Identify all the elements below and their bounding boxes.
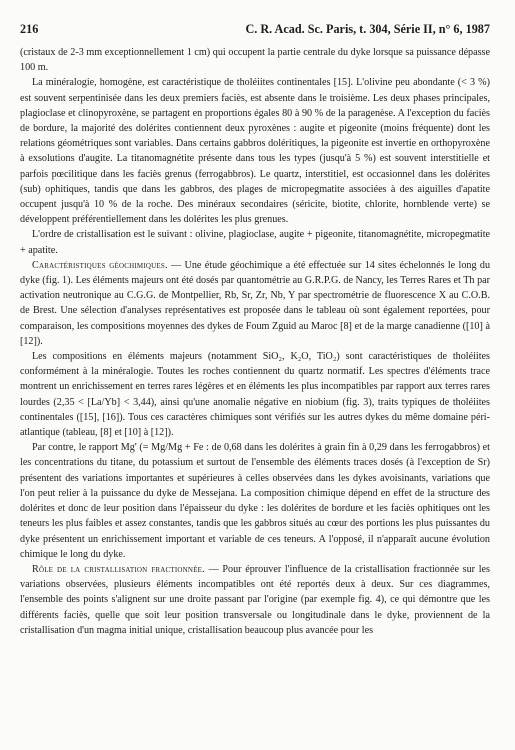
running-title: C. R. Acad. Sc. Paris, t. 304, Série II, n° 6, 1987 xyxy=(245,22,490,36)
paragraph-text: — Une étude géochimique a été effectuée sur 14 sites échelonnés le long du dyke (fig. 1). Les éléments majeurs ont été dosés par quantométrie au G.R.P.G. de Nancy, les Terres Rares et Th par activation neutronique au C.G.G. de Montpellier, Rb, Sr, Zr, Nb, Y par spectrométrie de fluorescence X au C.O.B. de Brest. Une sélection d'analyses représentatives est proposée dans le tableau où sont également reportées, pour comparaison, les compositions moyennes des dykes de Foum Zguid au Maroc [8] et de la marge canadienne ([10] à [12]). xyxy=(20,259,491,347)
paragraph-text: La minéralogie, homogène, est caractéristique de tholéiites continentales [15]. L'olivine peu abondante (< 3 %) est souvent serpentinisée dans les deux premiers faciès, est absente dans le troisième. Les deux phases principales, plagioclase et clinopyroxène, se partagent en proportions égales 80 à 90 % de la paragenèse. A l'exception du faciès de bordure, la majorité des dolérites contiennent deux pyroxènes : augite et pigeonite (moins fréquente) dont les relations géométriques sont variables. Dans certains gabbros doléritiques, la pigeonite est invertie en orthopyroxène à exsolutions d'augite. La titanomagnétite présente dans tous les types (jusqu'à 5 %) est souvent interstitielle et parfois pœcilitique dans les faciès grenus (ferrogabbros). Le quartz, interstitiel, est occasionnel dans les dolérites (sub) ophitiques, tandis que dans les gabbros, des plages de micropegmatite associées à des aiguilles d'apatite occupent jusqu'à 10 % de la roche. Des minéraux secondaires (séricite, biotite, chlorite, hornblende verte) se développent préférentiellement dans les dolérites les plus grenues. xyxy=(20,77,490,226)
paragraph-text: Par contre, le rapport Mg' (= Mg/Mg + Fe : de 0,68 dans les dolérites à grain fin à 0,29 dans les ferrogabbros) et les concentrations du titane, du potassium et surtout de l'ensemble des éléments traces dosés (à l'exception de Sr) présentent des variations importantes et supérieures à celles observées dans les dykes avoisinants, variations que l'on peut relier à la puissance du dyke de Messejana. La composition chimique dépend en effet de la structure des dolérites et donc de leur position dans l'épaisseur du dyke : les dolérites de bordure et les faciès ophitiques ont les teneurs les plus faibles et assez constantes, tandis que les gabbros situés au cœur des portions les plus puissantes du dyke présentent un enrichissement important et variable de ces teneurs. A l'opposé, il n'apparaît aucune évolution chimique le long du dyke. xyxy=(20,442,490,560)
paragraph-text: (cristaux de 2-3 mm exceptionnellement 1 cm) qui occupent la partie centrale du dyke lorsque sa puissance dépasse 100 m. xyxy=(20,47,490,74)
paragraph-1 xyxy=(20,45,490,75)
paragraph-text: L'ordre de cristallisation est le suivant : olivine, plagioclase, augite + pigeonite, titanomagnétite, micropegmatite + apatite. xyxy=(20,229,490,256)
paragraph-text: — Pour éprouver l'influence de la cristallisation fractionnée sur les variations observées, plusieurs éléments incompatibles ont été reportés deux à deux. Sur ces diagrammes, l'ensemble des points s'alignent sur une droite passant par l'origine (par exemple fig. 4), ce qui démontre que les différents faciès, quelle que soit leur position transversale ou longitudinale dans le dyke, proviennent de la cristallisation d'un magma initial unique, cristallisation beaucoup plus avancée pour les xyxy=(20,563,490,636)
page-header xyxy=(20,22,490,37)
section-heading-geochimie: Caractéristiques géochimiques. xyxy=(32,259,168,271)
paragraph-7 xyxy=(20,562,490,638)
paragraph-4 xyxy=(20,258,490,349)
paragraph-2 xyxy=(20,75,490,227)
page-number: 216 xyxy=(20,22,39,36)
paragraph-5 xyxy=(20,349,490,440)
article-body xyxy=(20,45,490,638)
paragraph-3 xyxy=(20,227,490,257)
paragraph-6 xyxy=(20,440,490,562)
section-heading-cristallisation: Rôle de la cristallisation fractionnée. xyxy=(32,563,205,575)
paragraph-text: Les compositions en éléments majeurs (notamment SiO₂, K₂O, TiO₂) sont caractéristiques de tholéiites conformément à la minéralogie. Toutes les roches contiennent du quartz normatif. Les spectres d'éléments trace montrent un enrichissement en terres rares légères et en éléments les plus incompatibles par rapport aux terres rares lourdes (2,35 < [La/Yb] < 3,44), ainsi qu'une anomalie négative en niobium (fig. 3), traits typiques de tholéiites continentales ([15], [16]). Tous ces caractères chimiques sont vérifiés sur les autres dykes du même domaine péri-atlantique (tableau, [8] et [10] à [12]). xyxy=(20,351,490,439)
